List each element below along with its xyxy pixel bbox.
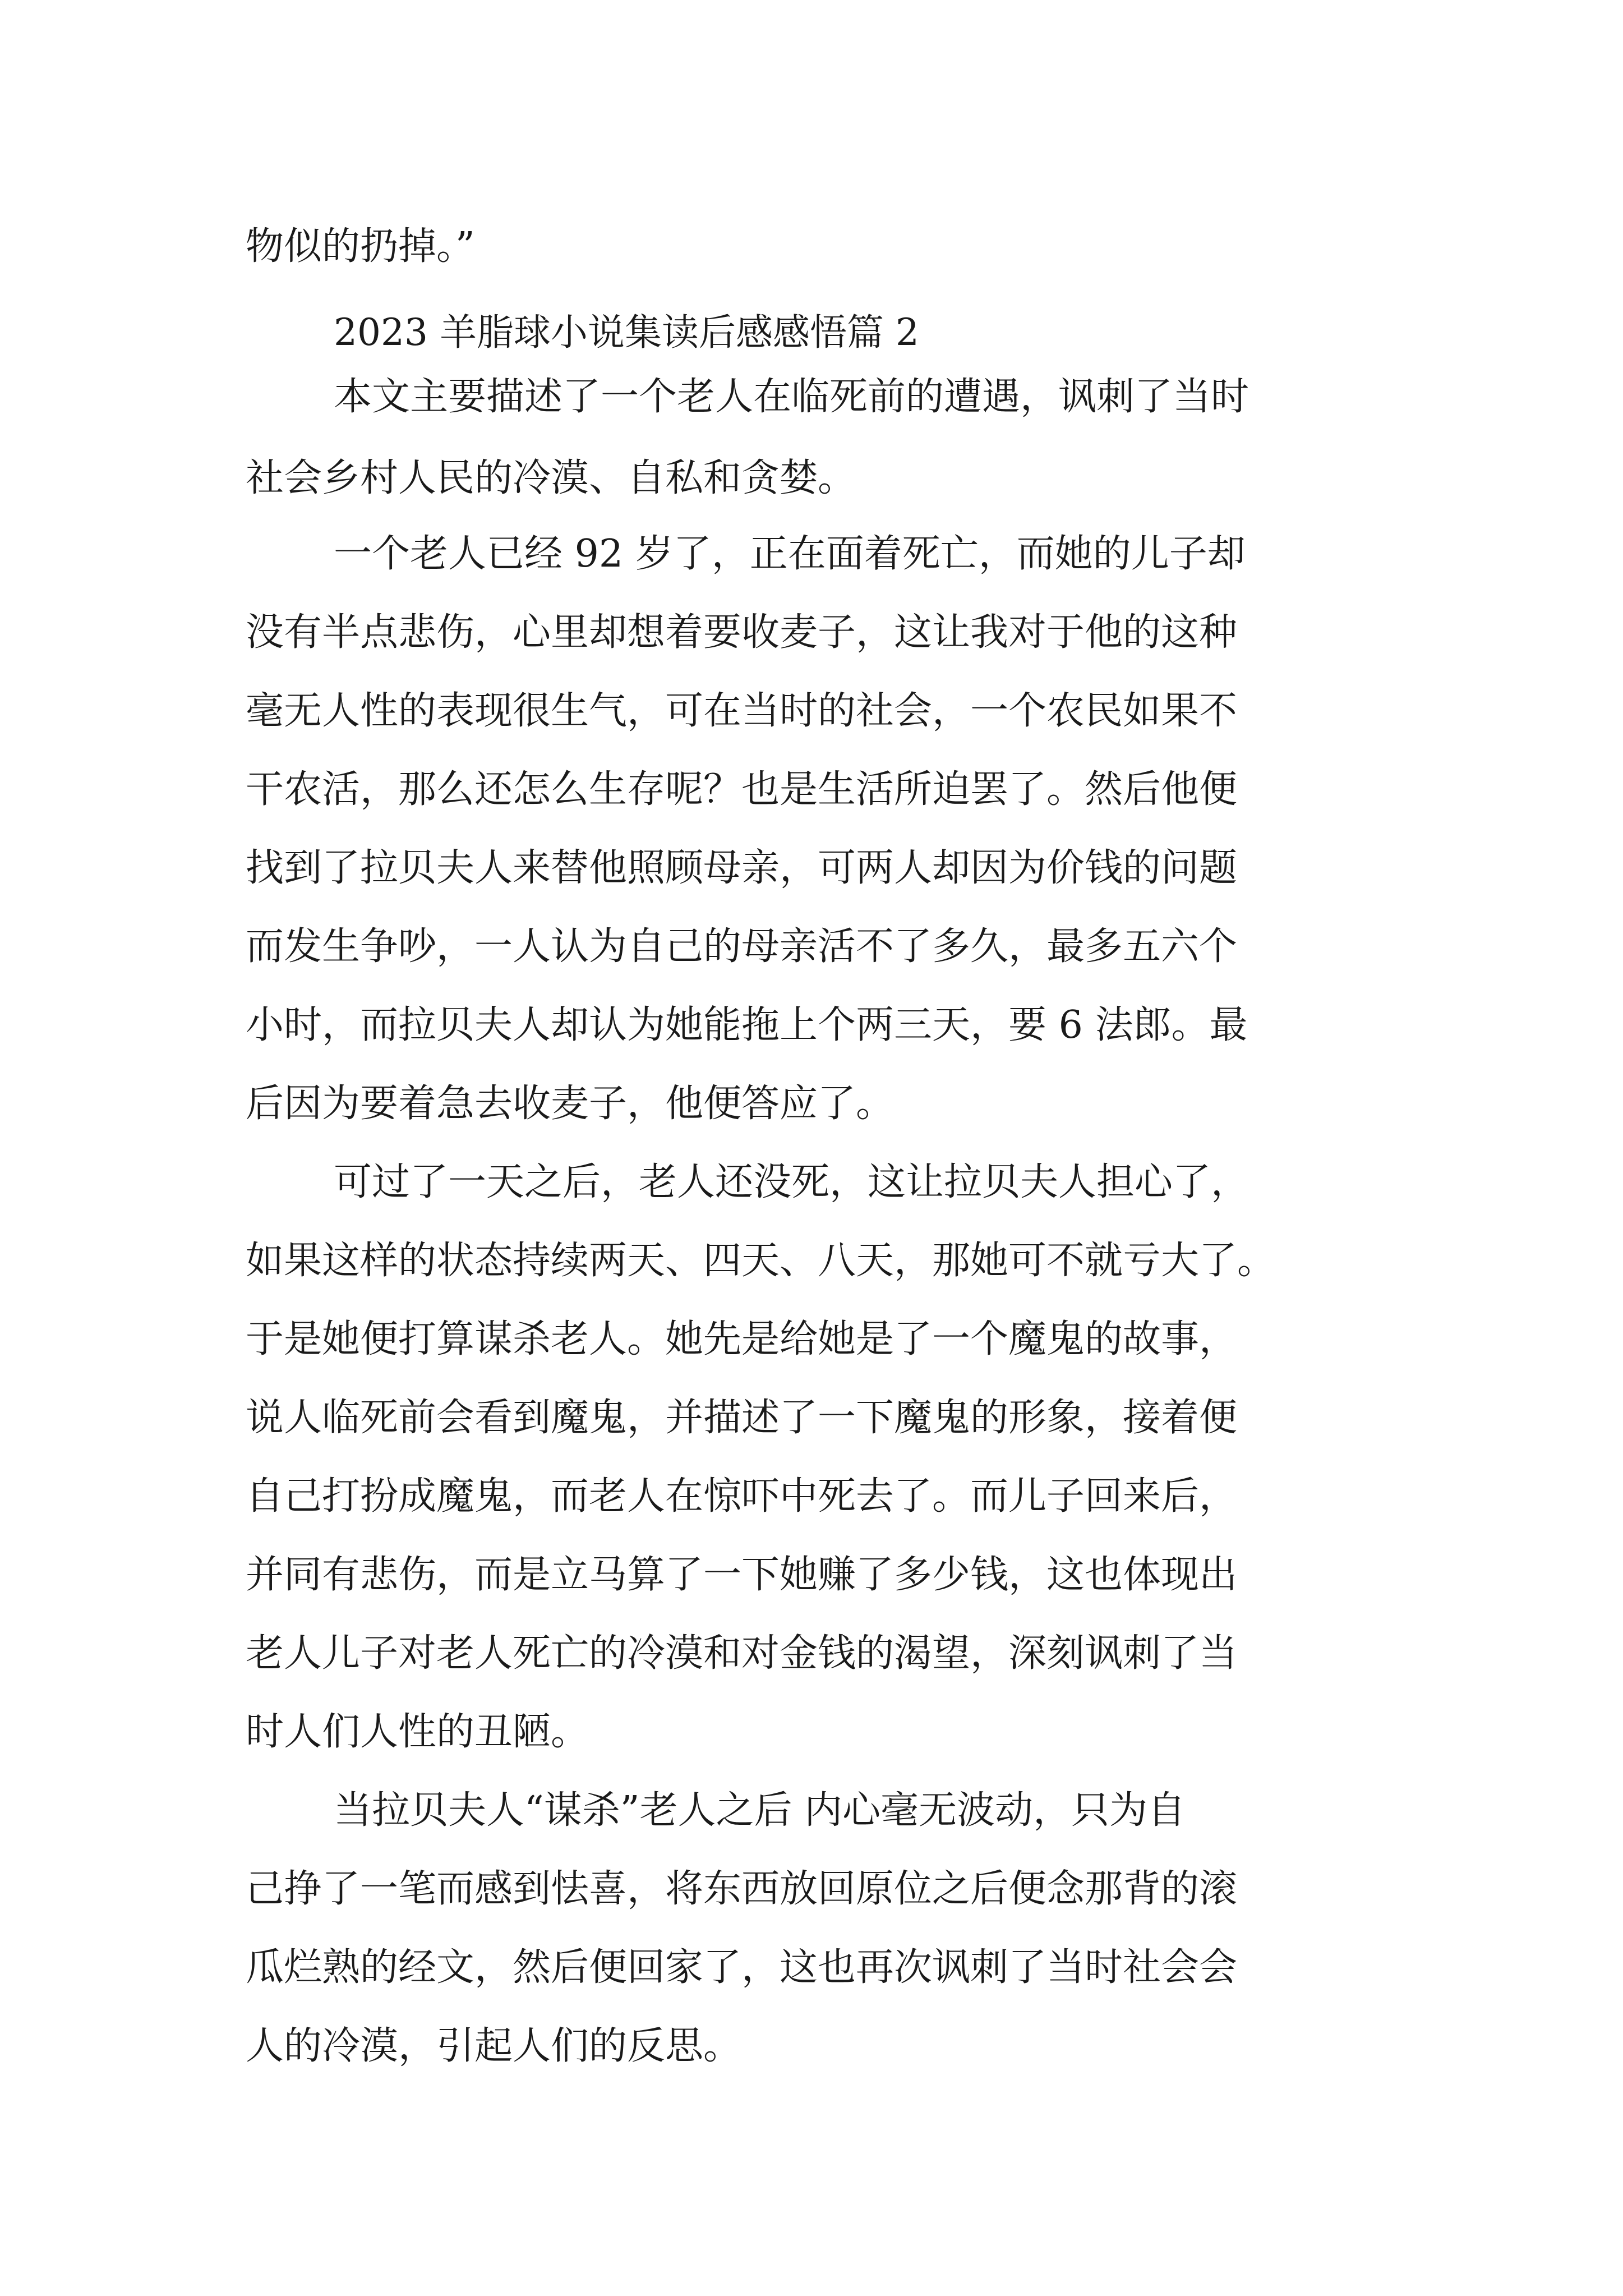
text-line: 说人临死前会看到魔鬼，并描述了一下魔鬼的形象，接着便 bbox=[246, 1396, 1238, 1440]
text-line: 人的冷漠，引起人们的反思。 bbox=[246, 2024, 742, 2068]
text-line: 物似的扔掉。” bbox=[246, 224, 475, 269]
text-line: 而发生争吵，一人认为自己的母亲活不了多久，最多五六个 bbox=[246, 924, 1238, 969]
text-line: 本文主要描述了一个老人在临死前的遭遇，讽刺了当时 bbox=[334, 375, 1249, 419]
text-line: 干农活，那么还怎么生存呢？也是生活所迫罢了。然后他便 bbox=[246, 767, 1238, 812]
text-line: 瓜烂熟的经文，然后便回家了，这也再次讽刺了当时社会会 bbox=[246, 1945, 1238, 1990]
text-line: 老人儿子对老人死亡的冷漠和对金钱的渴望，深刻讽刺了当 bbox=[246, 1631, 1238, 1676]
text-line: 己挣了一笔而感到怯喜，将东西放回原位之后便念那背的滚 bbox=[246, 1867, 1238, 1911]
text-line: 社会乡村人民的冷漠、自私和贪婪。 bbox=[246, 456, 856, 500]
text-line: 自己打扮成魔鬼，而老人在惊吓中死去了。而儿子回来后， bbox=[246, 1474, 1238, 1519]
text-line: 毫无人性的表现很生气，可在当时的社会，一个农民如果不 bbox=[246, 689, 1238, 733]
text-line: 可过了一天之后，老人还没死，这让拉贝夫人担心了， bbox=[334, 1160, 1249, 1204]
text-line: 时人们人性的丑陋。 bbox=[246, 1710, 589, 1754]
text-line: 一个老人已经 92 岁了，正在面着死亡，而她的儿子却 bbox=[334, 532, 1246, 576]
text-line: 如果这样的状态持续两天、四天、八天，那她可不就亏大了。 bbox=[246, 1239, 1276, 1283]
text-line: 找到了拉贝夫人来替他照顾母亲，可两人却因为价钱的问题 bbox=[246, 846, 1238, 890]
text-line: 于是她便打算谋杀老人。她先是给她是了一个魔鬼的故事， bbox=[246, 1317, 1238, 1361]
text-line: 并同有悲伤，而是立马算了一下她赚了多少钱，这也体现出 bbox=[246, 1553, 1238, 1597]
section-heading: 2023 羊脂球小说集读后感感悟篇 2 bbox=[334, 311, 919, 354]
text-line: 小时，而拉贝夫人却认为她能拖上个两三天，要 6 法郎。最 bbox=[246, 1003, 1248, 1047]
text-line: 当拉贝夫人“谋杀”老人之后 内心毫无波动，只为自 bbox=[334, 1788, 1186, 1833]
text-line: 没有半点悲伤，心里却想着要收麦子，这让我对于他的这种 bbox=[246, 610, 1238, 655]
text-line: 后因为要着急去收麦子，他便答应了。 bbox=[246, 1082, 895, 1126]
